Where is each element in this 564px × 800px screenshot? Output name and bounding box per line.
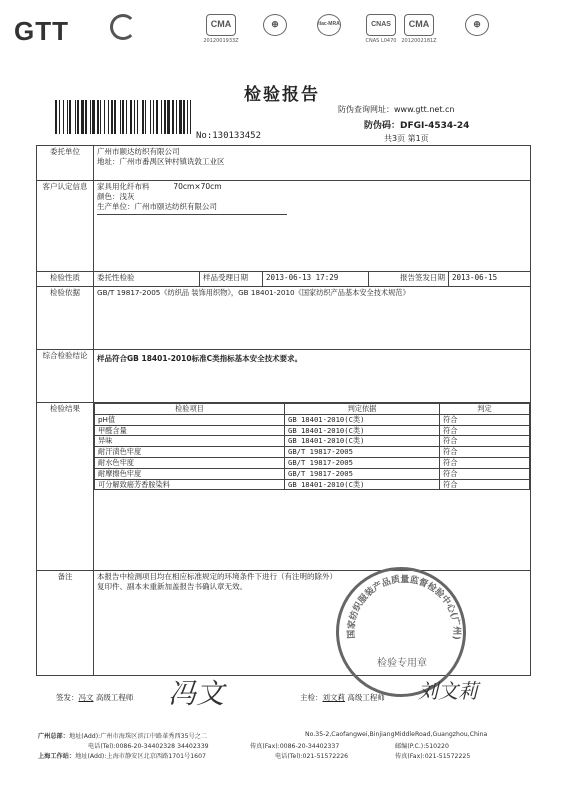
table-row: 耐摩擦色牢度 GB/T 19817-2005 符合 xyxy=(95,468,530,479)
barcode-bar xyxy=(183,100,185,134)
ilac-mra-mark: ilac-MRA xyxy=(306,14,352,48)
svg-text:国家纺织服装产品质量监督检验中心(广州): 国家纺织服装产品质量监督检验中心(广州) xyxy=(346,574,462,641)
sample-color: 颜色：浅灰 xyxy=(97,192,135,201)
barcode-bar xyxy=(172,100,174,134)
sample-name-size: 家具用化纤布料 70cm×70cm xyxy=(97,182,222,191)
sample-label: 客户认定信息 xyxy=(37,181,94,272)
signer-signature: 冯文 xyxy=(168,677,225,710)
barcode-bar xyxy=(137,100,138,134)
barcode-bar xyxy=(145,100,146,134)
receive-date-label: 样品受理日期 xyxy=(200,272,263,287)
footer-gz-address-en: No.35-2,Caofangwei,BinjiangMiddleRoad,Guangzhou,China xyxy=(305,731,488,738)
receive-date: 2013-06-13 17:29 xyxy=(263,272,369,287)
sample-maker: 生产单位：广州市颐达纺织有限公司 xyxy=(97,202,217,211)
barcode-bar xyxy=(142,100,144,134)
table-row: 可分解致癌芳香胺染料 GB 18401-2010(C类) 符合 xyxy=(95,479,530,490)
gtt-logo: GTT xyxy=(14,16,69,46)
results-label: 检验结果 xyxy=(37,403,94,571)
barcode-bar xyxy=(63,100,64,134)
examiner-label: 主检： xyxy=(300,693,323,702)
conclusion-label: 综合检验结论 xyxy=(37,350,94,403)
barcode-bar xyxy=(153,100,154,134)
client-address: 地址：广州市番禺区钟村镇诜敦工业区 xyxy=(97,157,225,166)
nature-label: 检验性质 xyxy=(37,272,94,287)
examiner-name: 刘文莉 xyxy=(322,693,345,702)
signer-label: 签发： xyxy=(56,693,79,702)
lab-seal-icon-2: ⊕ xyxy=(454,14,500,48)
barcode-bar xyxy=(167,100,170,134)
examiner-title: 高级工程师 xyxy=(347,693,385,702)
client-info xyxy=(94,146,531,181)
table-row: 耐汗渍色牢度 GB/T 19817-2005 符合 xyxy=(95,447,530,458)
barcode-bar xyxy=(161,100,162,134)
barcode-bar xyxy=(120,100,121,134)
page-count: 共3页 第1页 xyxy=(384,134,429,143)
cma-mark-1: CMA 2012001933Z xyxy=(198,14,244,48)
table-row: 甲醛含量 GB 18401-2010(C类) 符合 xyxy=(95,425,530,436)
barcode-bar xyxy=(75,100,76,134)
gtt-logo-ring-icon xyxy=(110,14,136,40)
sample-info xyxy=(94,181,531,272)
report-title: 检验报告 xyxy=(244,85,320,105)
nature-value: 委托性检验 xyxy=(94,272,200,287)
stamp-seal-text: 检验专用章 xyxy=(377,658,427,669)
results-cell xyxy=(94,403,531,571)
results-header-basis: 判定依据 xyxy=(285,404,440,415)
results-header-item: 检验项目 xyxy=(95,404,285,415)
barcode-bar xyxy=(176,100,177,134)
barcode-bar xyxy=(69,100,71,134)
results-header-verdict: 判定 xyxy=(440,404,530,415)
barcode-bar xyxy=(92,100,95,134)
barcode-bar xyxy=(187,100,188,134)
client-label: 委托单位 xyxy=(37,146,94,181)
barcode-bar xyxy=(59,100,60,134)
barcode-bar xyxy=(81,100,84,134)
basis-label: 检验依据 xyxy=(37,287,94,350)
table-row: 耐水色牢度 GB/T 19817-2005 符合 xyxy=(95,457,530,468)
barcode-bar xyxy=(114,100,116,134)
underline xyxy=(97,212,287,215)
basis-value: GB/T 19817-2005《纺织品 装饰用织物》，GB 18401-2010《国家纺织产品基本安全技术规范》 xyxy=(94,287,531,350)
footer-sh: 上海工作站：地址(Add):上海市静安区北京西路1701号1607 xyxy=(38,753,206,760)
footer-gz-postcode: 邮编(P.C.):510220 xyxy=(395,743,449,750)
barcode-bar xyxy=(179,100,182,134)
issue-date: 2013-06-15 xyxy=(449,272,531,287)
barcode xyxy=(55,100,195,140)
barcode-bar xyxy=(130,100,132,134)
remarks-label: 备注 xyxy=(37,571,94,676)
examiner-signature: 刘文莉 xyxy=(418,679,478,703)
table-row: pH值 GB 18401-2010(C类) 符合 xyxy=(95,414,530,425)
footer-sh-tel: 电话(Tel):021-51572226 xyxy=(275,753,349,760)
anti-fake-code: 防伪码：DFGI-4534-24 xyxy=(364,121,470,131)
issue-date-label: 报告签发日期 xyxy=(369,272,449,287)
footer-gz-tel: 电话(Tel):0086-20-34402328 34402339 xyxy=(88,743,209,750)
barcode-bar xyxy=(122,100,124,134)
barcode-bar xyxy=(104,100,105,134)
barcode-bar xyxy=(190,100,191,134)
barcode-bar xyxy=(55,100,57,134)
results-table xyxy=(94,403,530,490)
barcode-bar xyxy=(90,100,91,134)
footer-gz-fax: 传真(Fax):0086-20-34402337 xyxy=(250,743,340,750)
footer-sh-fax: 传真(Fax):021-51572225 xyxy=(395,753,471,760)
client-name: 广州市颐达纺织有限公司 xyxy=(97,147,180,156)
signer-name: 冯文 xyxy=(78,693,94,702)
report-number: No:130133452 xyxy=(196,131,262,141)
barcode-bar xyxy=(111,100,113,134)
barcode-bar xyxy=(85,100,87,134)
barcode-bar xyxy=(150,100,151,134)
anti-fake-site: 防伪查询网址：www.gtt.net.cn xyxy=(338,105,455,114)
barcode-bar xyxy=(100,100,101,134)
barcode-bar xyxy=(108,100,109,134)
footer-gz-address: 广州总部：地址(Add):广州市海珠区滨江中路革秀西35号之二 xyxy=(38,733,208,740)
barcode-bar xyxy=(156,100,158,134)
lab-seal-icon: ⊕ xyxy=(252,14,298,48)
cma-mark-2: CMA 2012002181Z xyxy=(396,14,442,48)
signer xyxy=(56,692,133,703)
barcode-bar xyxy=(164,100,166,134)
barcode-bar xyxy=(126,100,127,134)
barcode-bar xyxy=(97,100,99,134)
barcode-bar xyxy=(134,100,135,134)
remarks-line-1: 本报告中检测项目均在相应标准规定的环境条件下进行（有注明的除外） xyxy=(97,572,337,581)
cnas-mark: CNAS CNAS L0470 xyxy=(358,14,404,48)
barcode-bar xyxy=(77,100,79,134)
examiner xyxy=(300,692,385,703)
remarks-line-2: 复印件、副本未重新加盖报告书确认章无效。 xyxy=(97,582,247,591)
table-row: 异味 GB 18401-2010(C类) 符合 xyxy=(95,436,530,447)
conclusion-value: 样品符合GB 18401-2010标准C类指标基本安全技术要求。 xyxy=(94,350,531,403)
barcode-bar xyxy=(67,100,68,134)
signer-title: 高级工程师 xyxy=(95,693,134,702)
